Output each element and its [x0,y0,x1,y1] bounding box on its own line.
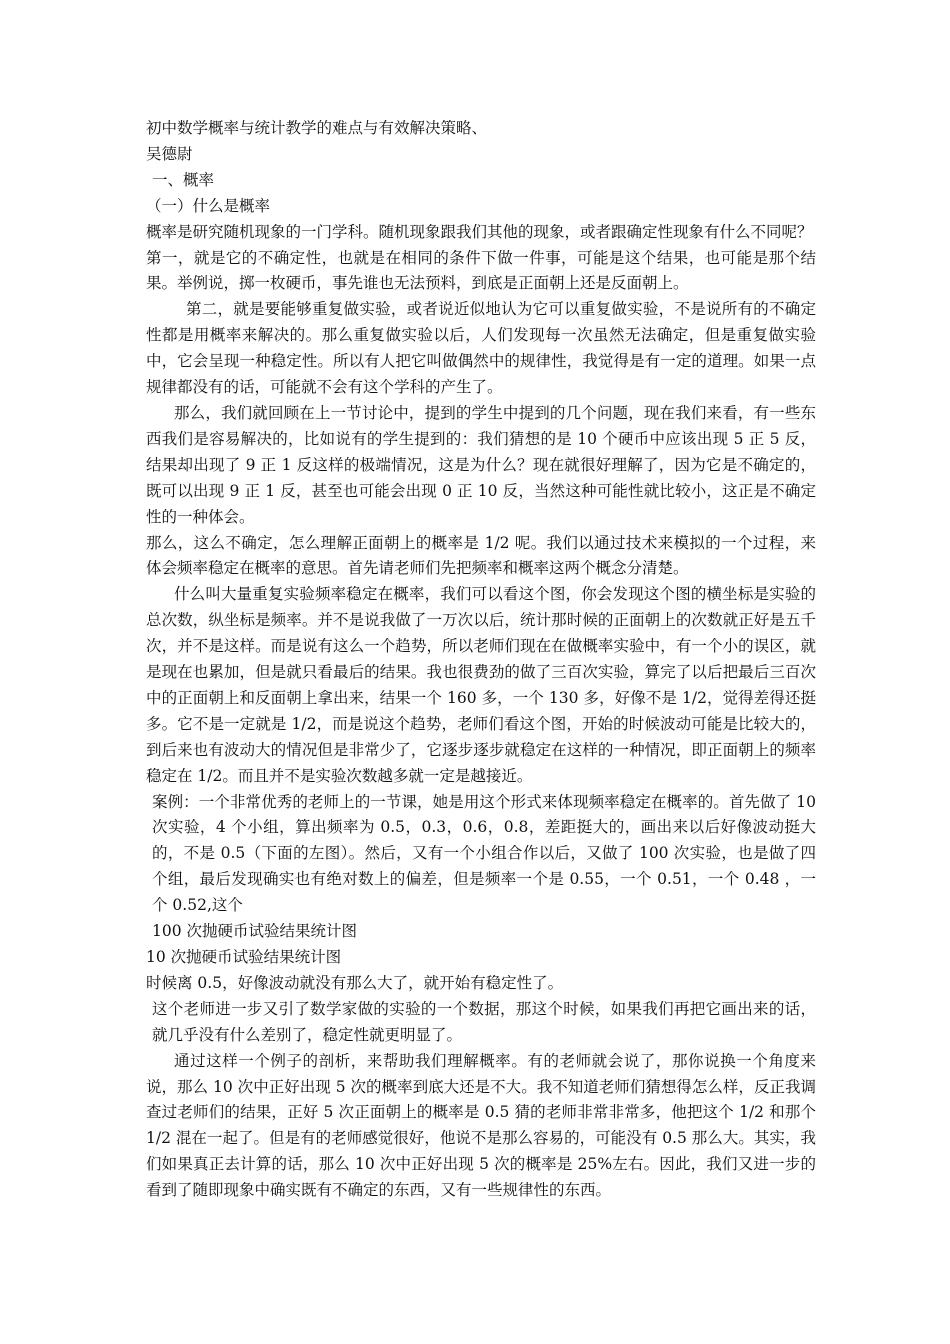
paragraph-example-analysis: 通过这样一个例子的剖析，来帮助我们理解概率。有的老师就会说了，那你说换一个角度来说，那么 10 次中正好出现 5 次的概率到底大还是不大。我不知道老师们猜想得怎么样，反正我调查过老师们的结果，正好 5 次正面朝上的概率是 0.5 猜的老师非常非常多，他把这个 1/2 和那个 1/2 混在一起了。但是有的老师感觉很好，他说不是那么容易的，可能没有 0.5 那么大。其实，我们如果真正去计算的话，那么 10 次中正好出现 5 次的概率是 25%左右。因此，我们又进一步的看到了随即现象中确实既有不确定的东西，又有一些规律性的东西。 [146,1051,821,1200]
paragraph-intro: 概率是研究随机现象的一门学科。随机现象跟我们其他的现象，或者跟确定性现象有什么不同呢？ [146,222,813,241]
subsection-heading-what-is-probability: （一）什么是概率 [146,196,271,215]
author-name: 吴德尉 [146,144,193,163]
paragraph-case-study: 案例：一个非常优秀的老师上的一节课，她是用这个形式来体现频率稳定在概率的。首先做了 10 次实验，4 个小组，算出频率为 0.5，0.3，0.6，0.8，差距挺大的，画出来以后好像波动挺大的，不是 0.5（下面的左图）。然后，又有一个小组合作以后，又做了 100 次实验，也是做了四个组，最后发现确实也有绝对数上的偏差，但是频率一个是 0.55，一个 0.51，一个 0.48 ，一个 0.52,这个 [152,792,821,915]
paragraph-stability-begins: 时候离 0.5，好像波动就没有那么大了，就开始有稳定性了。 [146,973,564,992]
paragraph-mathematician-data: 这个老师进一步又引了数学家做的实验的一个数据，那这个时候，如果我们再把它画出来的话，就几乎没有什么差别了，稳定性就更明显了。 [152,999,816,1044]
figure-caption-100-trials: 100 次抛硬币试验结果统计图 [152,922,358,941]
paragraph-review: 那么，我们就回顾在上一节讨论中，提到的学生中提到的几个问题，现在我们来看，有一些东西我们是容易解决的，比如说有的学生提到的：我们猜想的是 10 个硬币中应该出现 5 正 5 反，结果却出现了 9 正 1 反这样的极端情况，这是为什么？现在就很好理解了，因为它是不确定的，既可以出现 9 正 1 反，甚至也可能会出现 0 正 10 反，当然这种可能性就比较小，这正是不确定性的一种体会。 [146,403,816,526]
paragraph-frequency-stability: 什么叫大量重复实验频率稳定在概率，我们可以看这个图，你会发现这个图的横坐标是实验的总次数，纵坐标是频率。并不是说我做了一万次以后，统计那时候的正面朝上的次数就正好是五千次，并不是这样。而是说有这么一个趋势，所以老师们现在在做概率实验中，有一个小的误区，就是现在也累加，但是就只看最后的结果。我也很费劲的做了三百次实验，算完了以后把最后三百次中的正面朝上和反面朝上拿出来，结果一个 160 多，一个 130 多，好像不是 1/2，觉得差得还挺多。它不是一定就是 1/2，而是说这个趋势，老师们看这个图，开始的时候波动可能是比较大的，到后来也有波动大的情况但是非常少了，它逐步逐步就稳定在这样的一种情况，即正面朝上的频率稳定在 1/2。而且并不是实验次数越多就一定是越接近。 [146,585,816,785]
document-title: 初中数学概率与统计教学的难点与有效解决策略、 [146,119,488,137]
paragraph-half-probability: 那么，这么不确定，怎么理解正面朝上的概率是 1/2 呢。我们以通过技术来模拟的一个过程，来体会频率稳定在概率的意思。首先请老师们先把频率和概率这两个概念分清楚。 [146,533,816,578]
paragraph-second-point: 第二，就是要能够重复做实验，或者说近似地认为它可以重复做实验，不是说所有的不确定性都是用概率来解决的。那么重复做实验以后，人们发现每一次虽然无法确定，但是重复做实验中，它会呈现一种稳定性。所以有人把它叫做偶然中的规律性，我觉得是有一定的道理。如果一点规律都没有的话，可能就不会有这个学科的产生了。 [146,300,816,397]
figure-caption-10-trials: 10 次抛硬币试验结果统计图 [146,948,342,966]
section-heading-probability: 一、概率 [152,170,215,189]
paragraph-first-point: 第一，就是它的不确定性，也就是在相同的条件下做一件事，可能是这个结果，也可能是那个结果。举例说，掷一枚硬币，事先谁也无法预料，到底是正面朝上还是反面朝上。 [146,248,816,293]
